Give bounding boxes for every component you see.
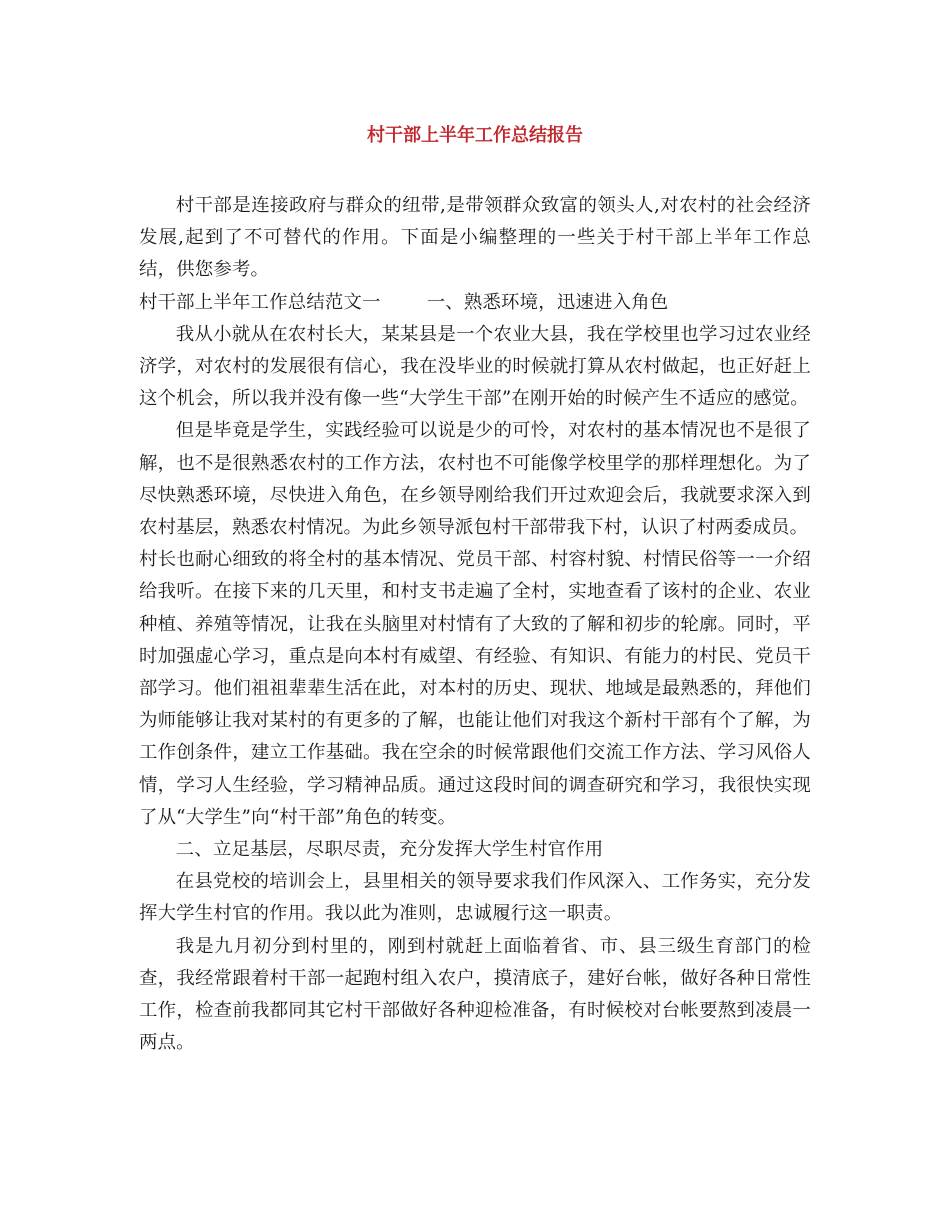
section1-heading: 一、熟悉环境，迅速进入角色 [426, 291, 669, 313]
paragraph-2a: 但是毕竟是学生，实践经验可以说是少的可怜，对农村的基本情况也不是很了解，也不是很熟悉农村的工作方法，农村也不可能像学校里学的那样理想化。为了尽快熟悉环境，尽快进入角色，在乡领导刚给我们开过欢迎会后，我就要求深入到农村基层，熟悉农村情况。为此乡领导派包村干部带我下村，认识了村两委成员。 [139, 420, 811, 539]
sample-heading-line [139, 287, 811, 319]
intro-paragraph: 村干部是连接政府与群众的纽带,是带领群众致富的领头人,对农村的社会经济发展,起到了不可替代的作用。下面是小编整理的一些关于村干部上半年工作总结，供您参考。 [139, 195, 811, 281]
paragraph-2b: 村长也耐心细致的将全村的基本情况、党员干部、村容村貌、村情民俗等一一介绍给我听。在接下来的几天里，和村支书走遍了全村，实地查看了该村的企业、农业种植、养殖等情况，让我在头脑里对村情有了大致的了解和初步的轮廓。同时，平时加强虚心学习，重点是向本村有威望、有经验、有知识、有能力的村民、党员干部学习。他们祖祖辈辈生活在此，对本村的历史、现状、地域是最熟悉的，拜他们为师能够让我对某村的有更多的了解，也能让他们对我这个新村干部有个了解，为工作创条件，建立工作基础。我在空余的时候常跟他们交流工作方法、学习风俗人情，学习人生经验，学习精神品质。通过这段时间的调查研究和学习，我很快实现了从“大学生”向“村干部”角色的转变。 [139, 549, 811, 828]
paragraph-4: 我是九月初分到村里的，刚到村就赶上面临着省、市、县三级生育部门的检查，我经常跟着村干部一起跑村组入农户，摸清底子，建好台帐，做好各种日常性工作，检查前我都同其它村干部做好各种迎检准备，有时候校对台帐要熬到凌晨一两点。 [139, 935, 811, 1054]
paragraph-1: 我从小就从在农村长大，某某县是一个农业大县，我在学校里也学习过农业经济学，对农村的发展很有信心，我在没毕业的时候就打算从农村做起，也正好赶上这个机会，所以我并没有像一些“大学生干部”在刚开始的时候产生不适应的感觉。 [139, 323, 811, 410]
section2-heading: 二、立足基层，尽职尽责，充分发挥大学生村官作用 [175, 839, 604, 861]
document-body [139, 190, 811, 1059]
paragraph-3: 在县党校的培训会上，县里相关的领导要求我们作风深入、工作务实，充分发挥大学生村官的作用。我以此为准则，忠诚履行这一职责。 [139, 871, 811, 925]
document-title: 村干部上半年工作总结报告 [367, 125, 583, 146]
sample-label: 村干部上半年工作总结范文一 [139, 291, 381, 313]
